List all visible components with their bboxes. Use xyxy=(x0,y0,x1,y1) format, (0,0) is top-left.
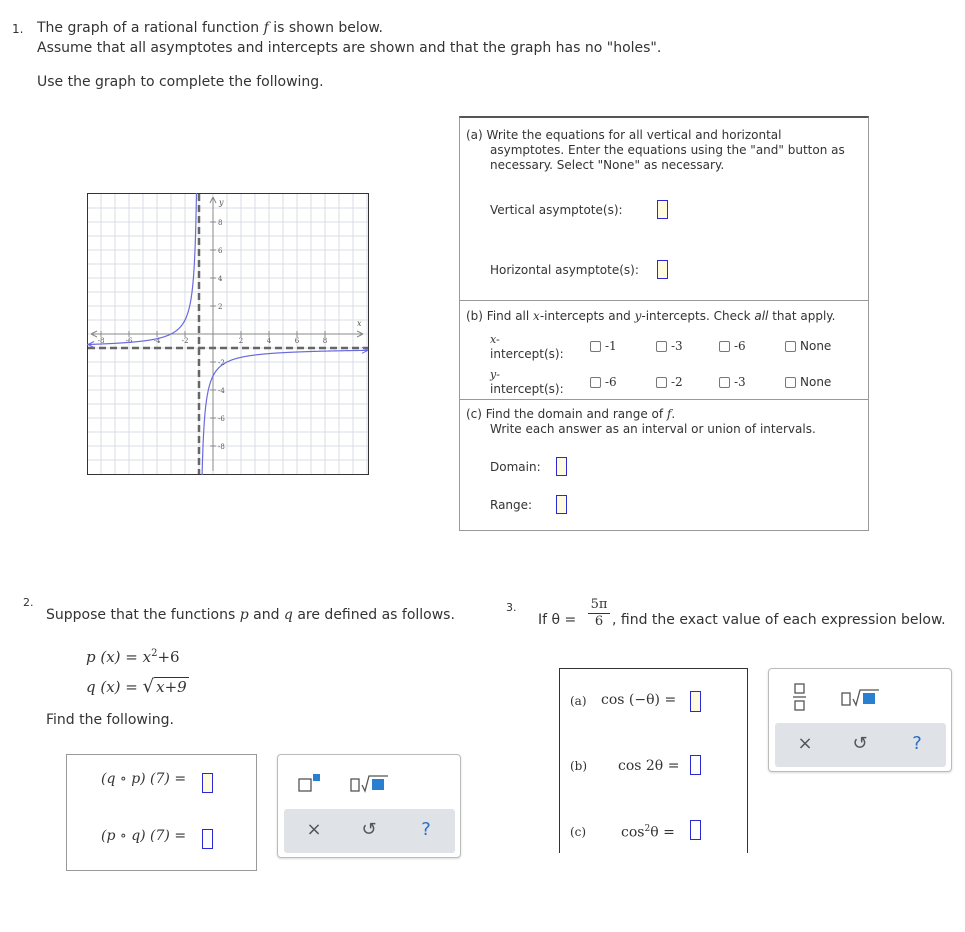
close-icon[interactable]: × xyxy=(306,819,322,840)
q1-line2: Assume that all asymptotes and intercepts are shown and that the graph has no "holes". xyxy=(37,40,662,56)
y-tick-label: -8 xyxy=(218,443,225,451)
x-axis-label: x xyxy=(357,319,362,328)
q2-answer-panel xyxy=(66,754,257,871)
q1-number: 1. xyxy=(12,22,24,36)
part-c-instructions: (c) Find the domain and range of f. Write each answer as an interval or union of intervals. xyxy=(466,407,816,436)
help-icon[interactable]: ? xyxy=(421,819,431,840)
x-intercept-label: x- intercept(s): xyxy=(490,333,564,361)
y-tick-label: 2 xyxy=(218,303,223,311)
q2-find: Find the following. xyxy=(46,712,174,728)
sqrt-icon[interactable] xyxy=(841,687,881,707)
q1-answer-panel xyxy=(459,116,869,531)
domain-input[interactable] xyxy=(556,457,567,476)
checkbox[interactable] xyxy=(656,377,667,388)
q3-toolbar xyxy=(775,723,946,767)
x-option-3[interactable]: -6 xyxy=(719,339,746,353)
vertical-asymptote-input[interactable] xyxy=(657,200,668,219)
p-definition: p $(x) = x^2+6$ xyxy=(86,648,180,666)
q2-intro: Suppose that the functions p and q are defined as follows. xyxy=(46,607,455,623)
q3-b-label: (b) xyxy=(570,759,588,773)
x-tick-label: -8 xyxy=(97,337,105,345)
q-definition: q (x) = √ x+9 xyxy=(86,676,187,697)
q2-number: 2. xyxy=(23,596,34,609)
q-of-p-input[interactable] xyxy=(202,773,213,793)
y-axis-label: y xyxy=(219,198,224,207)
q3-c-input[interactable] xyxy=(690,820,701,840)
q1-line3: Use the graph to complete the following. xyxy=(37,74,324,90)
q3-math-toolbox xyxy=(768,668,952,772)
p-of-q-input[interactable] xyxy=(202,829,213,849)
undo-icon[interactable]: ↺ xyxy=(852,733,868,754)
q3-if: If θ = xyxy=(538,612,577,628)
q1-line1: The graph of a rational function f is shown below. xyxy=(37,20,383,36)
horizontal-asymptote-input[interactable] xyxy=(657,260,668,279)
x-tick-label: 8 xyxy=(322,337,328,345)
help-icon[interactable]: ? xyxy=(912,733,922,754)
x-tick-label: -6 xyxy=(125,337,133,345)
y-option-1[interactable]: -6 xyxy=(590,375,617,389)
checkbox[interactable] xyxy=(785,377,796,388)
x-tick-label: 6 xyxy=(294,337,300,345)
q3-b-input[interactable] xyxy=(690,755,701,775)
exponent-icon[interactable] xyxy=(298,773,324,793)
y-tick-label: -4 xyxy=(218,387,225,395)
sqrt-icon[interactable] xyxy=(350,773,390,793)
x-option-none[interactable]: None xyxy=(785,339,831,353)
x-tick-label: -2 xyxy=(181,337,189,345)
checkbox[interactable] xyxy=(719,377,730,388)
checkbox[interactable] xyxy=(785,341,796,352)
checkbox[interactable] xyxy=(656,341,667,352)
y-tick-label: -2 xyxy=(218,359,225,367)
y-intercept-label: y- intercept(s): xyxy=(490,368,564,396)
q3-b-expr: cos 2θ = xyxy=(618,758,680,774)
y-option-2[interactable]: -2 xyxy=(656,375,683,389)
rational-function-graph xyxy=(87,193,369,475)
q2-math-toolbox xyxy=(277,754,461,858)
q3-a-expr: cos (−θ) = xyxy=(601,692,677,708)
q3-answer-panel xyxy=(559,668,748,853)
x-tick-label: -4 xyxy=(153,337,161,345)
q3-number: 3. xyxy=(506,601,517,614)
q3-c-expr: $\cos^2\theta$ = xyxy=(621,824,675,841)
y-tick-label: 6 xyxy=(218,247,223,255)
fraction-icon[interactable] xyxy=(793,683,807,711)
vertical-asymptote-label: Vertical asymptote(s): xyxy=(490,203,623,217)
q3-instruction: , find the exact value of each expression below. xyxy=(612,612,946,628)
q3-c-label: (c) xyxy=(570,825,587,839)
q-of-p-label: (q ∘ p) (7) = xyxy=(101,771,187,787)
y-option-3[interactable]: -3 xyxy=(719,375,746,389)
checkbox[interactable] xyxy=(590,377,601,388)
part-a-instructions: (a) Write the equations for all vertical and horizontal asymptotes. Enter the equations using the "and" button as necessary. Select "None" as necessary. xyxy=(466,128,845,172)
q2-toolbar xyxy=(284,809,455,853)
horizontal-asymptote-label: Horizontal asymptote(s): xyxy=(490,263,639,277)
p-of-q-label: (p ∘ q) (7) = xyxy=(101,828,187,844)
range-input[interactable] xyxy=(556,495,567,514)
q3-a-label: (a) xyxy=(570,694,587,708)
x-option-1[interactable]: -1 xyxy=(590,339,617,353)
checkbox[interactable] xyxy=(719,341,730,352)
y-tick-label: 4 xyxy=(218,275,223,283)
y-tick-label: -6 xyxy=(218,415,225,423)
q3-a-input[interactable] xyxy=(690,691,701,712)
y-option-none[interactable]: None xyxy=(785,375,831,389)
undo-icon[interactable]: ↺ xyxy=(361,819,377,840)
range-label: Range: xyxy=(490,498,533,512)
part-b-instructions: (b) Find all x-intercepts and y-intercepts. Check all that apply. xyxy=(466,309,836,323)
theta-fraction: 5π 6 xyxy=(588,597,610,630)
x-option-2[interactable]: -3 xyxy=(656,339,683,353)
checkbox[interactable] xyxy=(590,341,601,352)
y-tick-label: 8 xyxy=(218,219,223,227)
close-icon[interactable]: × xyxy=(797,733,813,754)
x-tick-label: 2 xyxy=(238,337,244,345)
domain-label: Domain: xyxy=(490,460,541,474)
x-tick-label: 4 xyxy=(266,337,272,345)
